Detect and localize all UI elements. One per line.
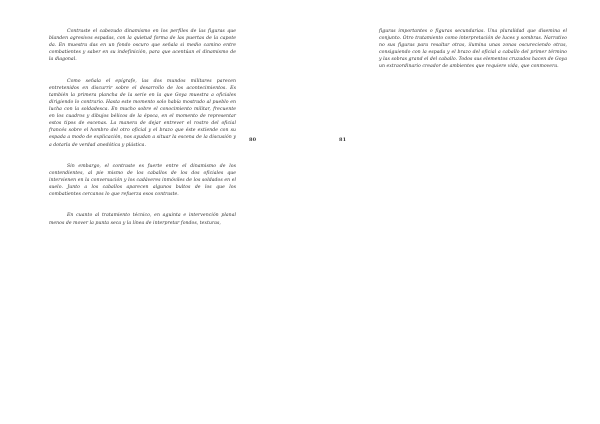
right-page-text bbox=[379, 28, 567, 85]
paragraph: Sin embargo, el contraste es fuerte entre el dinamismo de los contendientes, al pie mismo de los caballos de los dos oficiales que intervienen en la conversación y los cadáveres inmóviles de los soldados en el suelo. Junto a los caballos aparecen algunos bultos de los que los combatientes cercanos lo que refuerza esos contraste. bbox=[49, 163, 236, 198]
left-page-text bbox=[49, 28, 236, 241]
paragraph: En cuanto al tratamiento técnico, en aguinta e intervención planal menos de mover la punta seca y la línea de interpretar fondos, texturas, bbox=[49, 213, 236, 226]
right-page bbox=[300, 0, 600, 424]
paragraph: Como señala el epígrafe, las dos mundos militares parecen entretenidos en discurrir sobre el desarrollo de los acontecimientos. Es también la primera plancha de la serie en la que Goya muestra a oficiales dirigiendo lo contrario. Hasta este momento solo había mostrado al pueblo en lucha con la soldadesca. En mucho sobre el conocimiento militar, frecuente en los cuadros y dibujos bélicos de la época, en el momento de representar estos tipos de escenas. La manera de dejar entrever el rostro del oficial francés sobre el hombro del otro oficial y el brazo que éste extiende con su espada a modo de explicación, nos ayudan a situar la escena de la discusión y a dotarla de verdad anedótica y plástica. bbox=[49, 78, 236, 148]
page-number-left: 80 bbox=[249, 137, 257, 143]
page-number-right: 81 bbox=[339, 137, 347, 143]
paragraph: Contraste el cabezudo dinamismo en los perfiles de las figuras que blanden agresivos espadas, con la quietud forma de las puertas de la capote da. En muestra das en un fondo oscuro que señala si medio camino entre combatientes y saber en su indefinición, para que acentúan el dinamismo de la diagonal. bbox=[49, 29, 236, 63]
paragraph: figuras importantes o figuras secundarias. Una pluralidad que disemina el conjunto. Otro tratamiento como interpretación de luces y sombras. Narrativo no sus figuras para resaltar otras, ilumina unas zonas oscureciendo otras, consiguiendo con la espada y el brazo del oficial a caballo del primer término y las sobras grand el del caballo. Todos sus elementos cruzados hacen de Goya un extraordinario creador de ambientes que requiere vida, que conmovera. bbox=[379, 29, 567, 70]
